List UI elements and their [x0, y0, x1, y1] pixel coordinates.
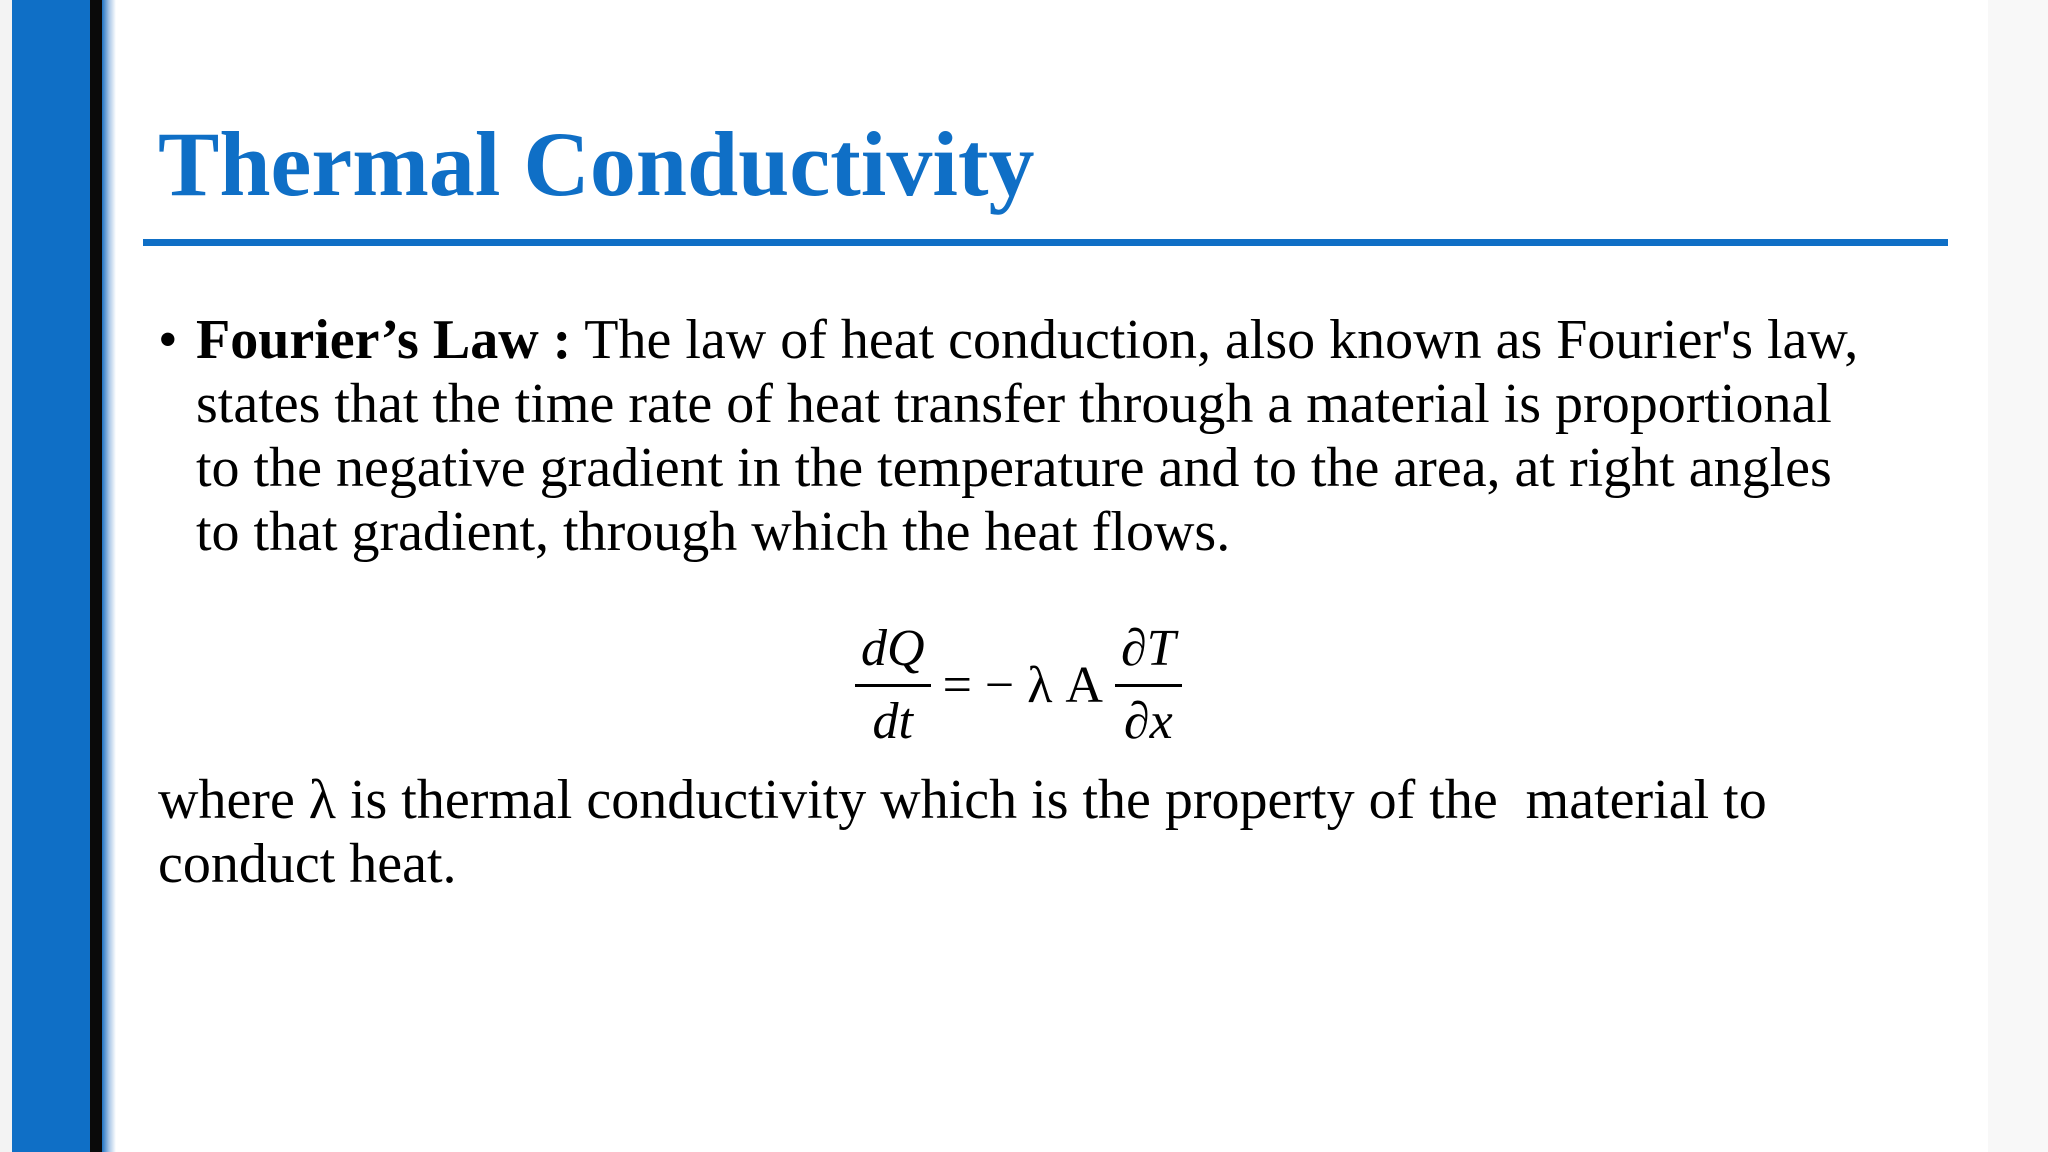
- left-dark-stripe: [90, 0, 102, 1152]
- title-underline: [143, 239, 1948, 246]
- left-edge-band: [0, 0, 12, 1152]
- lhs-denominator: dt: [872, 692, 913, 750]
- right-edge-band: [1988, 0, 2048, 1152]
- bullet-term: Fourier’s Law :: [196, 309, 572, 371]
- definition-note: where λ is thermal conductivity which is the property of the material to conduct heat.: [158, 769, 1781, 895]
- left-accent-bar: [12, 0, 90, 1152]
- rhs-fraction: [1115, 614, 1182, 757]
- equation-middle: = − λ A: [942, 656, 1103, 714]
- bullet-paragraph: [196, 308, 1878, 564]
- bullet-item: [158, 308, 1878, 564]
- rhs-denominator: ∂x: [1123, 692, 1173, 750]
- fourier-equation: [855, 610, 1182, 760]
- lhs-numerator: dQ: [861, 619, 925, 677]
- slide-title: Thermal Conductivity: [158, 113, 1035, 215]
- bullet-body: The law of heat conduction, also known as Fourier's law, states that the time rate of heat transfer through a material is proportional to the negative gradient in the temperature and to the area, at right angles to that gradient, through which the heat flows.: [196, 309, 1859, 563]
- lhs-fraction: [855, 614, 931, 757]
- bullet-marker: •: [158, 309, 178, 371]
- rhs-numerator: ∂T: [1120, 619, 1176, 677]
- left-bar-shadow: [102, 0, 116, 1152]
